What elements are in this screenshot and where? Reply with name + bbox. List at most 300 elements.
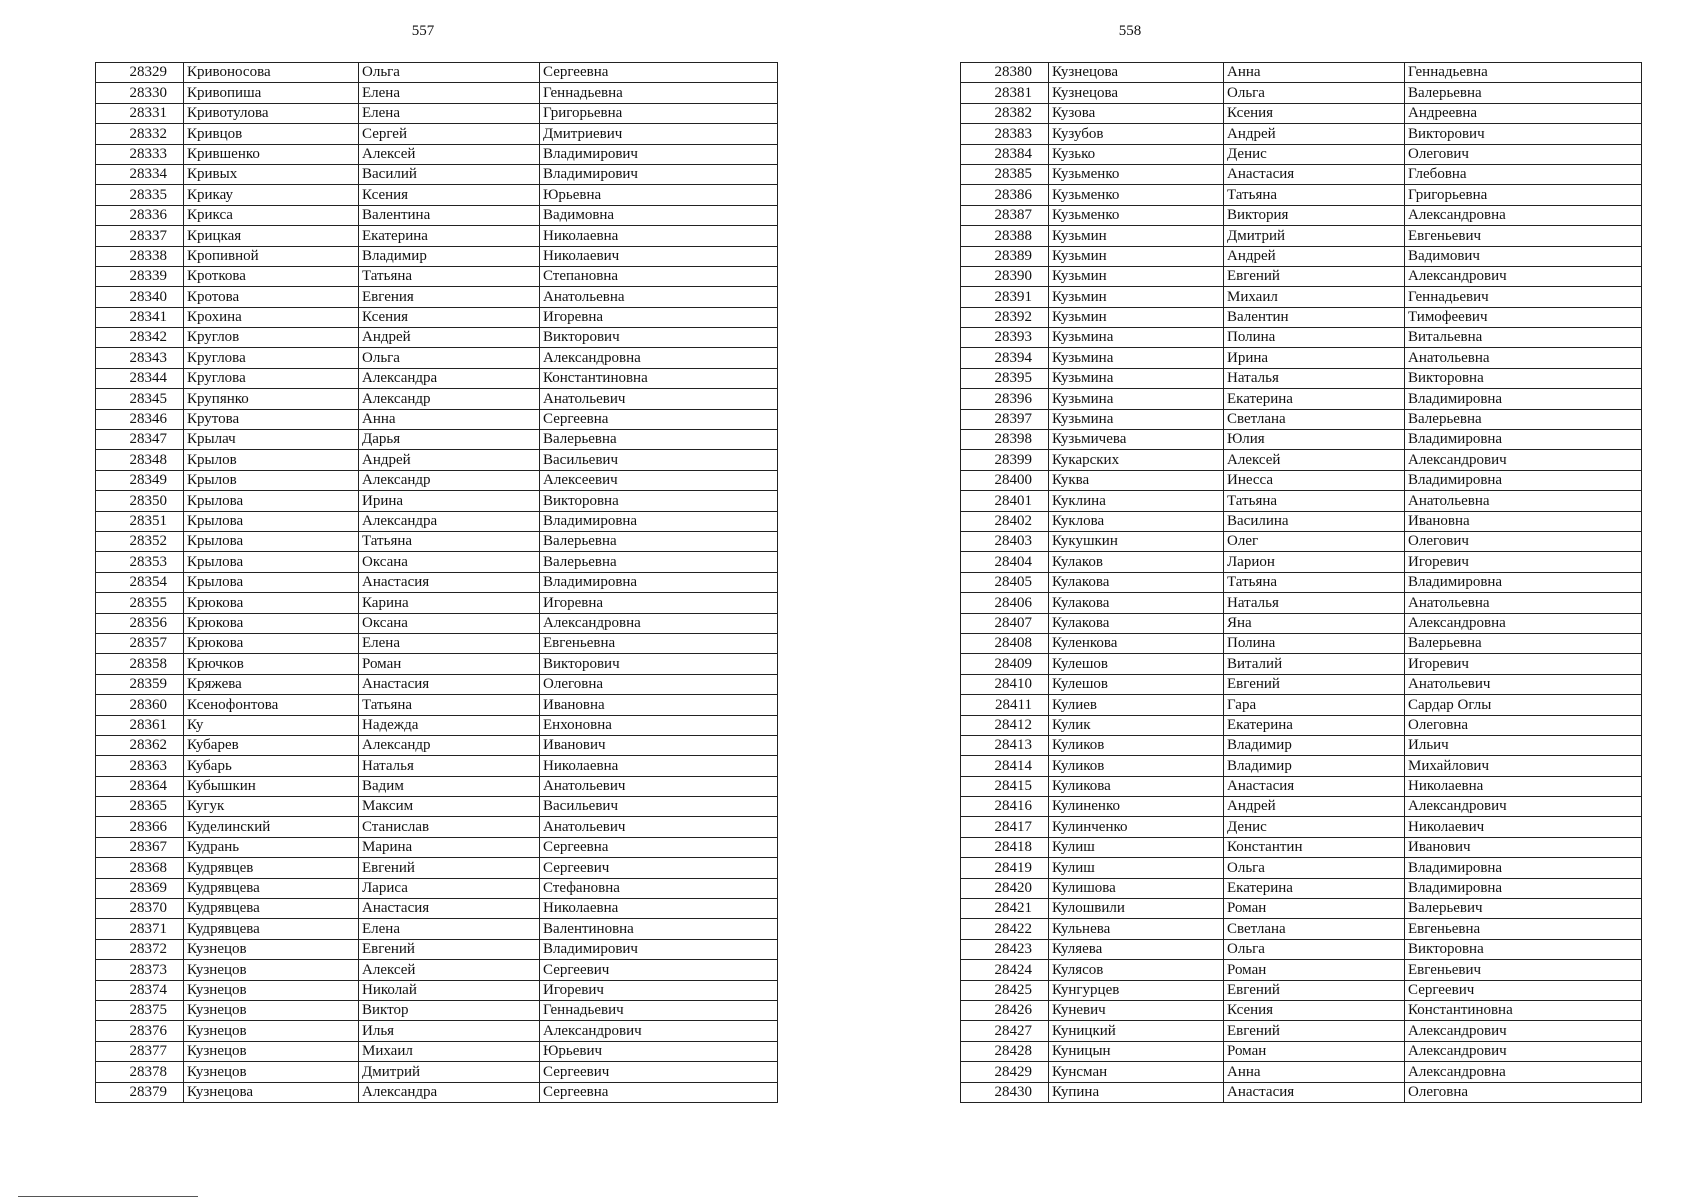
first-name-cell: Денис	[1224, 817, 1405, 837]
record-number-cell: 28406	[961, 593, 1049, 613]
record-number-cell: 28395	[961, 368, 1049, 388]
first-name-cell: Дарья	[359, 430, 540, 450]
first-name-cell: Татьяна	[359, 695, 540, 715]
patronymic-cell: Васильевич	[540, 797, 778, 817]
surname-cell: Кудрявцев	[184, 858, 359, 878]
patronymic-cell: Анатольевич	[1405, 674, 1642, 694]
patronymic-cell: Викторович	[1405, 124, 1642, 144]
record-number-cell: 28347	[96, 430, 184, 450]
surname-cell: Кузьмин	[1049, 246, 1224, 266]
first-name-cell: Анастасия	[1224, 776, 1405, 796]
surname-cell: Кривоносова	[184, 63, 359, 83]
table-row	[96, 613, 778, 633]
first-name-cell: Полина	[1224, 328, 1405, 348]
first-name-cell: Василина	[1224, 511, 1405, 531]
surname-cell: Куницын	[1049, 1041, 1224, 1061]
patronymic-cell: Вадимович	[1405, 246, 1642, 266]
table-row	[961, 389, 1642, 409]
table-row	[96, 103, 778, 123]
surname-cell: Кудрявцева	[184, 919, 359, 939]
patronymic-cell: Стефановна	[540, 878, 778, 898]
patronymic-cell: Игоревна	[540, 593, 778, 613]
surname-cell: Кроткова	[184, 266, 359, 286]
first-name-cell: Александр	[359, 735, 540, 755]
record-number-cell: 28374	[96, 980, 184, 1000]
patronymic-cell: Викторович	[540, 328, 778, 348]
table-row	[961, 858, 1642, 878]
table-row	[96, 409, 778, 429]
patronymic-cell: Евгеньевна	[540, 633, 778, 653]
table-row	[96, 144, 778, 164]
record-number-cell: 28340	[96, 287, 184, 307]
record-number-cell: 28417	[961, 817, 1049, 837]
table-row	[961, 613, 1642, 633]
surname-cell: Кунсман	[1049, 1062, 1224, 1082]
first-name-cell: Николай	[359, 980, 540, 1000]
table-row	[961, 83, 1642, 103]
record-number-cell: 28332	[96, 124, 184, 144]
surname-cell: Куневич	[1049, 1000, 1224, 1020]
surname-cell: Крохина	[184, 307, 359, 327]
record-number-cell: 28331	[96, 103, 184, 123]
table-row	[96, 63, 778, 83]
surname-cell: Крикса	[184, 205, 359, 225]
record-number-cell: 28353	[96, 552, 184, 572]
page-number: 558	[1118, 23, 1142, 39]
record-number-cell: 28379	[96, 1082, 184, 1102]
table-row	[961, 287, 1642, 307]
patronymic-cell: Игоревна	[540, 307, 778, 327]
record-number-cell: 28345	[96, 389, 184, 409]
record-number-cell: 28408	[961, 633, 1049, 653]
record-number-cell: 28372	[96, 939, 184, 959]
surname-cell: Кулиев	[1049, 695, 1224, 715]
patronymic-cell: Александровна	[540, 613, 778, 633]
first-name-cell: Марина	[359, 837, 540, 857]
table-row	[96, 226, 778, 246]
record-number-cell: 28364	[96, 776, 184, 796]
first-name-cell: Полина	[1224, 633, 1405, 653]
first-name-cell: Денис	[1224, 144, 1405, 164]
record-number-cell: 28423	[961, 939, 1049, 959]
surname-cell: Кудрявцева	[184, 899, 359, 919]
surname-cell: Куклова	[1049, 511, 1224, 531]
table-row	[96, 715, 778, 735]
table-row	[961, 695, 1642, 715]
record-number-cell: 28338	[96, 246, 184, 266]
record-number-cell: 28355	[96, 593, 184, 613]
page-number: 557	[411, 23, 435, 39]
surname-cell: Крюкова	[184, 613, 359, 633]
surname-cell: Крылова	[184, 491, 359, 511]
surname-cell: Кривопиша	[184, 83, 359, 103]
record-number-cell: 28382	[961, 103, 1049, 123]
record-number-cell: 28341	[96, 307, 184, 327]
record-number-cell: 28410	[961, 674, 1049, 694]
patronymic-cell: Михайлович	[1405, 756, 1642, 776]
patronymic-cell: Валерьевич	[1405, 899, 1642, 919]
record-number-cell: 28381	[961, 83, 1049, 103]
table-row	[961, 878, 1642, 898]
surname-cell: Крупянко	[184, 389, 359, 409]
table-row	[961, 266, 1642, 286]
table-row	[961, 735, 1642, 755]
surname-cell: Кузнецов	[184, 1021, 359, 1041]
record-number-cell: 28383	[961, 124, 1049, 144]
record-number-cell: 28405	[961, 572, 1049, 592]
patronymic-cell: Владимирович	[540, 939, 778, 959]
table-row	[961, 164, 1642, 184]
first-name-cell: Оксана	[359, 552, 540, 572]
record-number-cell: 28366	[96, 817, 184, 837]
table-row	[961, 246, 1642, 266]
patronymic-cell: Олегович	[1405, 531, 1642, 551]
surname-cell: Кулиненко	[1049, 797, 1224, 817]
first-name-cell: Татьяна	[359, 266, 540, 286]
table-row	[96, 735, 778, 755]
surname-cell: Кукарских	[1049, 450, 1224, 470]
surname-cell: Кулешов	[1049, 674, 1224, 694]
table-row	[961, 430, 1642, 450]
patronymic-cell: Андреевна	[1405, 103, 1642, 123]
record-number-cell: 28371	[96, 919, 184, 939]
surname-cell: Круглов	[184, 328, 359, 348]
table-row	[961, 409, 1642, 429]
table-row	[961, 552, 1642, 572]
first-name-cell: Екатерина	[1224, 389, 1405, 409]
patronymic-cell: Григорьевна	[1405, 185, 1642, 205]
first-name-cell: Екатерина	[1224, 715, 1405, 735]
first-name-cell: Елена	[359, 103, 540, 123]
record-number-cell: 28337	[96, 226, 184, 246]
surname-cell: Кулиш	[1049, 837, 1224, 857]
patronymic-cell: Александрович	[1405, 266, 1642, 286]
first-name-cell: Анна	[1224, 63, 1405, 83]
table-row	[96, 266, 778, 286]
table-row	[96, 899, 778, 919]
surname-cell: Крылова	[184, 572, 359, 592]
patronymic-cell: Витальевна	[1405, 328, 1642, 348]
table-row	[96, 205, 778, 225]
surname-cell: Крылов	[184, 450, 359, 470]
surname-cell: Кривцов	[184, 124, 359, 144]
patronymic-cell: Валентиновна	[540, 919, 778, 939]
record-number-cell: 28391	[961, 287, 1049, 307]
first-name-cell: Юлия	[1224, 430, 1405, 450]
record-number-cell: 28418	[961, 837, 1049, 857]
surname-cell: Кузова	[1049, 103, 1224, 123]
first-name-cell: Владимир	[1224, 735, 1405, 755]
record-number-cell: 28402	[961, 511, 1049, 531]
first-name-cell: Анастасия	[359, 899, 540, 919]
record-number-cell: 28335	[96, 185, 184, 205]
surname-cell: Кузнецов	[184, 960, 359, 980]
patronymic-cell: Викторовна	[1405, 939, 1642, 959]
surname-cell: Крившенко	[184, 144, 359, 164]
table-row	[961, 226, 1642, 246]
surname-cell: Кривотулова	[184, 103, 359, 123]
table-row	[96, 83, 778, 103]
first-name-cell: Ольга	[359, 348, 540, 368]
record-number-cell: 28386	[961, 185, 1049, 205]
patronymic-cell: Анатольевич	[540, 776, 778, 796]
patronymic-cell: Владимирович	[540, 144, 778, 164]
record-number-cell: 28329	[96, 63, 184, 83]
surname-cell: Кузьмина	[1049, 409, 1224, 429]
record-number-cell: 28357	[96, 633, 184, 653]
patronymic-cell: Тимофеевич	[1405, 307, 1642, 327]
table-row	[961, 491, 1642, 511]
patronymic-cell: Евгеньевич	[1405, 960, 1642, 980]
table-row	[96, 1000, 778, 1020]
surname-cell: Крикау	[184, 185, 359, 205]
surname-cell: Кулакова	[1049, 572, 1224, 592]
surname-cell: Кулакова	[1049, 613, 1224, 633]
first-name-cell: Лариса	[359, 878, 540, 898]
patronymic-cell: Валерьевна	[1405, 633, 1642, 653]
record-number-cell: 28415	[961, 776, 1049, 796]
surname-cell: Кузнецова	[1049, 63, 1224, 83]
table-row	[961, 756, 1642, 776]
surname-cell: Кудрань	[184, 837, 359, 857]
patronymic-cell: Степановна	[540, 266, 778, 286]
table-row	[961, 531, 1642, 551]
table-row	[961, 1000, 1642, 1020]
patronymic-cell: Александровна	[1405, 613, 1642, 633]
patronymic-cell: Григорьевна	[540, 103, 778, 123]
first-name-cell: Евгений	[1224, 1021, 1405, 1041]
record-number-cell: 28360	[96, 695, 184, 715]
first-name-cell: Виктор	[359, 1000, 540, 1020]
surname-cell: Кузнецова	[1049, 83, 1224, 103]
first-name-cell: Роман	[1224, 960, 1405, 980]
record-number-cell: 28394	[961, 348, 1049, 368]
first-name-cell: Константин	[1224, 837, 1405, 857]
patronymic-cell: Константиновна	[540, 368, 778, 388]
record-number-cell: 28396	[961, 389, 1049, 409]
table-row	[96, 348, 778, 368]
table-row	[96, 572, 778, 592]
surname-cell: Кузьмин	[1049, 287, 1224, 307]
patronymic-cell: Ивановна	[1405, 511, 1642, 531]
record-number-cell: 28429	[961, 1062, 1049, 1082]
first-name-cell: Ирина	[359, 491, 540, 511]
surname-cell: Кузьмин	[1049, 266, 1224, 286]
record-number-cell: 28354	[96, 572, 184, 592]
record-number-cell: 28427	[961, 1021, 1049, 1041]
record-number-cell: 28368	[96, 858, 184, 878]
first-name-cell: Василий	[359, 164, 540, 184]
record-number-cell: 28343	[96, 348, 184, 368]
first-name-cell: Роман	[1224, 899, 1405, 919]
first-name-cell: Сергей	[359, 124, 540, 144]
surname-cell: Кузьмина	[1049, 348, 1224, 368]
first-name-cell: Илья	[359, 1021, 540, 1041]
surname-cell: Кугук	[184, 797, 359, 817]
record-number-cell: 28422	[961, 919, 1049, 939]
table-row	[961, 205, 1642, 225]
first-name-cell: Елена	[359, 633, 540, 653]
patronymic-cell: Анатольевич	[540, 817, 778, 837]
patronymic-cell: Владимирович	[540, 164, 778, 184]
surname-cell: Кряжева	[184, 674, 359, 694]
table-row	[96, 878, 778, 898]
surname-cell: Куликов	[1049, 735, 1224, 755]
table-row	[961, 450, 1642, 470]
record-number-cell: 28413	[961, 735, 1049, 755]
table-row	[961, 1021, 1642, 1041]
surname-cell: Кузнецов	[184, 1041, 359, 1061]
patronymic-cell: Евгеньевич	[1405, 226, 1642, 246]
record-number-cell: 28365	[96, 797, 184, 817]
first-name-cell: Ксения	[359, 185, 540, 205]
patronymic-cell: Сардар Оглы	[1405, 695, 1642, 715]
first-name-cell: Анастасия	[359, 674, 540, 694]
patronymic-cell: Владимировна	[540, 572, 778, 592]
first-name-cell: Оксана	[359, 613, 540, 633]
surname-cell: Кулаков	[1049, 552, 1224, 572]
first-name-cell: Михаил	[1224, 287, 1405, 307]
record-number-cell: 28399	[961, 450, 1049, 470]
patronymic-cell: Викторовна	[1405, 368, 1642, 388]
first-name-cell: Ксения	[1224, 1000, 1405, 1020]
record-number-cell: 28393	[961, 328, 1049, 348]
surname-cell: Куницкий	[1049, 1021, 1224, 1041]
table-row	[961, 797, 1642, 817]
patronymic-cell: Александровна	[1405, 205, 1642, 225]
table-row	[961, 470, 1642, 490]
patronymic-cell: Владимировна	[1405, 430, 1642, 450]
table-row	[961, 593, 1642, 613]
surname-cell: Круглова	[184, 348, 359, 368]
patronymic-cell: Анатольевич	[540, 389, 778, 409]
patronymic-cell: Владимировна	[1405, 572, 1642, 592]
patronymic-cell: Анатольевна	[540, 287, 778, 307]
record-number-cell: 28367	[96, 837, 184, 857]
table-row	[961, 939, 1642, 959]
first-name-cell: Андрей	[1224, 124, 1405, 144]
first-name-cell: Яна	[1224, 613, 1405, 633]
patronymic-cell: Дмитриевич	[540, 124, 778, 144]
table-row	[96, 939, 778, 959]
table-row	[961, 185, 1642, 205]
first-name-cell: Светлана	[1224, 409, 1405, 429]
surname-cell: Кульнева	[1049, 919, 1224, 939]
first-name-cell: Андрей	[359, 328, 540, 348]
table-row	[961, 715, 1642, 735]
first-name-cell: Алексей	[359, 960, 540, 980]
surname-cell: Кузнецова	[184, 1082, 359, 1102]
record-number-cell: 28333	[96, 144, 184, 164]
surname-cell: Куклина	[1049, 491, 1224, 511]
first-name-cell: Анна	[1224, 1062, 1405, 1082]
table-row	[961, 63, 1642, 83]
record-number-cell: 28380	[961, 63, 1049, 83]
surname-cell: Кузьменко	[1049, 164, 1224, 184]
first-name-cell: Роман	[1224, 1041, 1405, 1061]
patronymic-cell: Викторовна	[540, 491, 778, 511]
record-number-cell: 28397	[961, 409, 1049, 429]
first-name-cell: Алексей	[359, 144, 540, 164]
first-name-cell: Евгений	[359, 939, 540, 959]
record-number-cell: 28361	[96, 715, 184, 735]
first-name-cell: Надежда	[359, 715, 540, 735]
surname-cell: Кукушкин	[1049, 531, 1224, 551]
record-number-cell: 28414	[961, 756, 1049, 776]
table-row	[96, 531, 778, 551]
surname-cell: Кузьмина	[1049, 328, 1224, 348]
table-row	[96, 1062, 778, 1082]
footer-rule	[18, 1196, 198, 1197]
record-number-cell: 28403	[961, 531, 1049, 551]
record-number-cell: 28377	[96, 1041, 184, 1061]
record-number-cell: 28350	[96, 491, 184, 511]
patronymic-cell: Владимировна	[540, 511, 778, 531]
record-number-cell: 28376	[96, 1021, 184, 1041]
surname-cell: Крылова	[184, 552, 359, 572]
surname-cell: Куликов	[1049, 756, 1224, 776]
table-row	[96, 960, 778, 980]
patronymic-cell: Александрович	[1405, 1041, 1642, 1061]
surname-cell: Кропивной	[184, 246, 359, 266]
surname-cell: Крутова	[184, 409, 359, 429]
surname-cell: Кузнецов	[184, 1062, 359, 1082]
patronymic-cell: Александрович	[540, 1021, 778, 1041]
record-number-cell: 28430	[961, 1082, 1049, 1102]
patronymic-cell: Сергеевич	[540, 858, 778, 878]
record-number-cell: 28411	[961, 695, 1049, 715]
record-number-cell: 28356	[96, 613, 184, 633]
surname-cell: Кудрявцева	[184, 878, 359, 898]
surname-cell: Ксенофонтова	[184, 695, 359, 715]
record-number-cell: 28352	[96, 531, 184, 551]
table-row	[96, 858, 778, 878]
table-row	[96, 1041, 778, 1061]
first-name-cell: Дмитрий	[359, 1062, 540, 1082]
record-number-cell: 28339	[96, 266, 184, 286]
first-name-cell: Станислав	[359, 817, 540, 837]
record-number-cell: 28428	[961, 1041, 1049, 1061]
table-row	[96, 817, 778, 837]
record-number-cell: 28330	[96, 83, 184, 103]
patronymic-cell: Олеговна	[540, 674, 778, 694]
first-name-cell: Анастасия	[1224, 1082, 1405, 1102]
table-row	[961, 1041, 1642, 1061]
first-name-cell: Татьяна	[1224, 185, 1405, 205]
table-row	[96, 552, 778, 572]
record-number-cell: 28421	[961, 899, 1049, 919]
record-number-cell: 28398	[961, 430, 1049, 450]
first-name-cell: Ольга	[1224, 83, 1405, 103]
first-name-cell: Евгений	[1224, 674, 1405, 694]
first-name-cell: Александр	[359, 389, 540, 409]
surname-cell: Кузьмина	[1049, 368, 1224, 388]
patronymic-cell: Алексеевич	[540, 470, 778, 490]
record-number-cell: 28346	[96, 409, 184, 429]
surname-cell: Крюкова	[184, 633, 359, 653]
record-number-cell: 28375	[96, 1000, 184, 1020]
table-row	[961, 103, 1642, 123]
table-row	[96, 511, 778, 531]
first-name-cell: Владимир	[1224, 756, 1405, 776]
surname-cell: Куленкова	[1049, 633, 1224, 653]
first-name-cell: Наталья	[1224, 368, 1405, 388]
patronymic-cell: Иванович	[1405, 837, 1642, 857]
first-name-cell: Михаил	[359, 1041, 540, 1061]
table-row	[961, 368, 1642, 388]
first-name-cell: Андрей	[1224, 797, 1405, 817]
patronymic-cell: Александровна	[1405, 1062, 1642, 1082]
